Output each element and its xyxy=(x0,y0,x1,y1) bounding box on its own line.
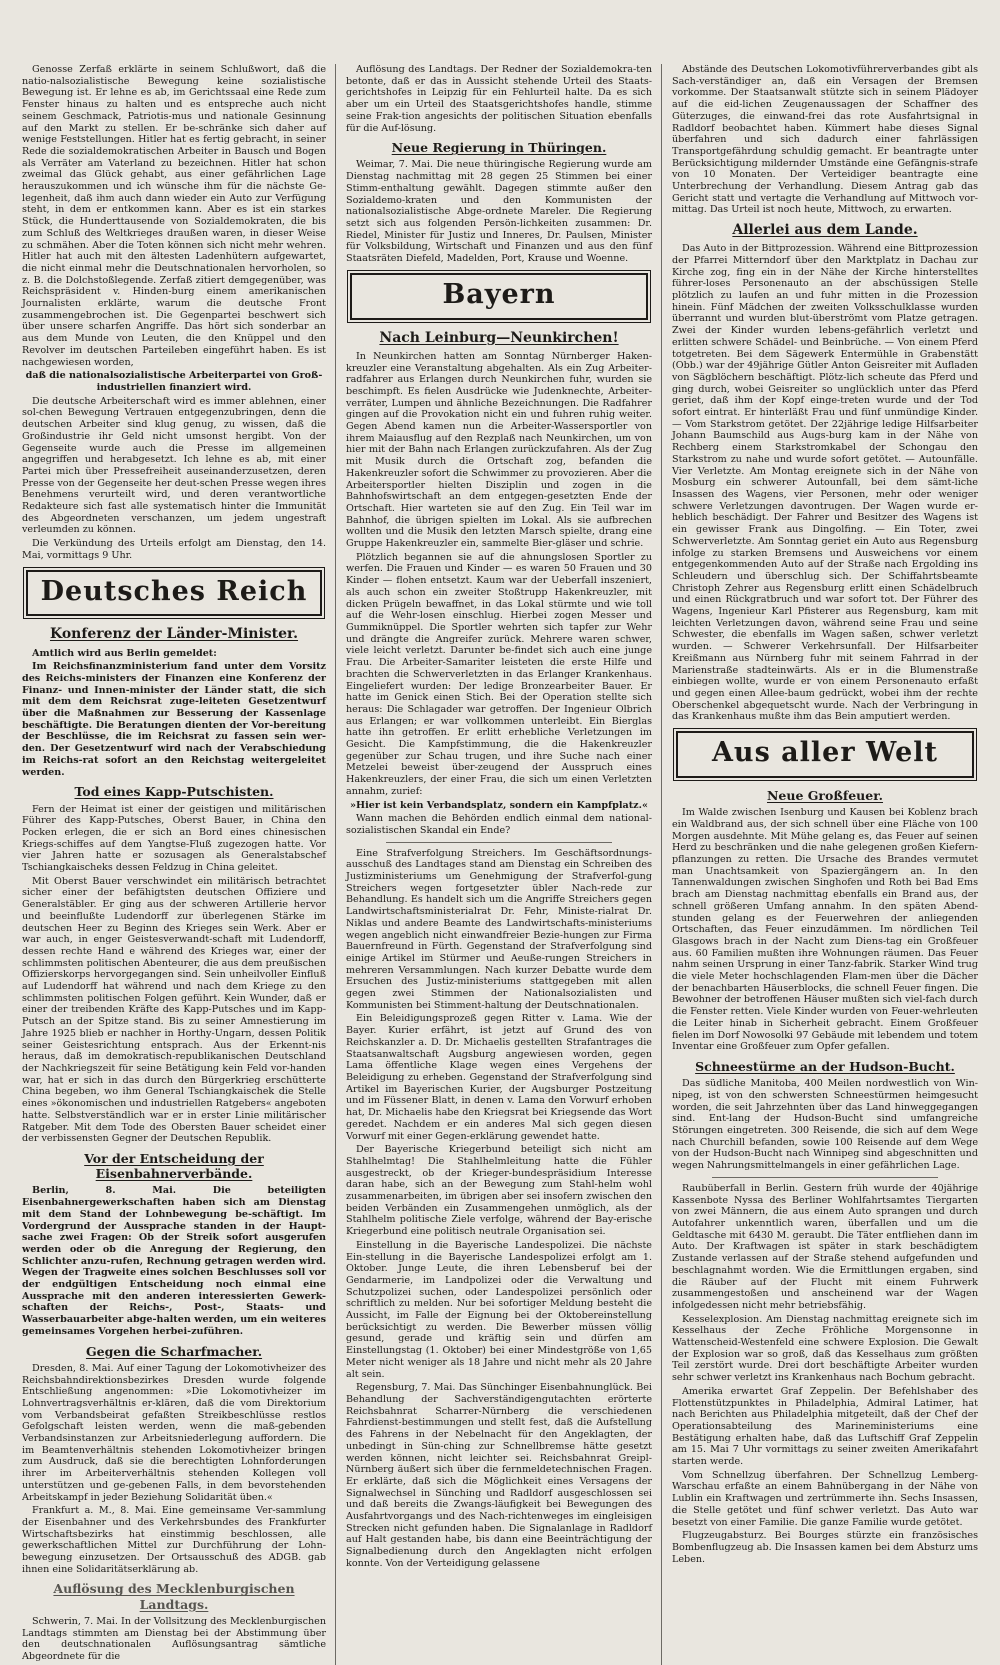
headline-konferenz: Konferenz der Länder-Minister. xyxy=(49,626,299,643)
article-streicher: Eine Strafverfolgung Streichers. Im Geschäftsordnungs-ausschuß des Landtages stand am Dienstag ein Schreiben des Justizministeriums um Genehmigung der Strafverfol-gung Streichers wegen fortgesetzter übler Nach-rede zur Behandlung. Es handelt sich um die Angriffe Streichers gegen Landwirtschaftsministerialrat Dr. Fehr, Ministe-rialrat Dr. Niklas und andere Beamte des Landwirtschafts-ministeriums wegen angeblich nicht einwandfreier Bezie-hungen zur Firma Bauernfreund in Fürth. Gegenstand der Strafverfolgung sind einige Artikel im Stürmer und Aeuße-rungen Streichers in mehreren Versammlungen. Nach kurzer Debatte wurde dem Ersuchen des Justiz-ministeriums stattgegeben mit allen gegen zwei Stimmen der Nationalsozialisten und Kommunisten bei Stimment-haltung der Deutschnationalen. xyxy=(346,847,652,1011)
article-neunkirchen-2: Plötzlich begannen sie auf die ahnungslosen Sportler zu werfen. Die Frauen und Kinder — es waren 50 Frauen und 30 Kinder — flohen entsetzt. Kaum war der Ueberfall inszeniert, als auch schon ein zweiter Stoßtrupp Hakenkreuzler, mit dicken Prügeln bewaffnet, in das Lokal stürmte und wie toll auf die Wehr-losen einschlug. Hierbei zogen Messer und Gummiknüppel. Die Sportler wehrten sich tapfer zur Wehr und drängte die Angreifer zurück. Mehrere waren schwer, viele leicht verletzt. Darunter be-findet sich auch eine junge Frau. Die Arbeiter-Samariter leisteten die erste Hilfe und brachten die Schwerverletzten in das Erlanger Krankenhaus. Eingeliefert wurden: Der ledige Bronzearbeiter Bauer. Er hatte im Genick einen Stich. Bei der Operation stellte sich heraus: Die Schlagader war getroffen. Der Ingenieur Olbrich aus Erlangen; er war vollkommen unterleibt. Ein Bierglas hatte ihn getroffen. Er erlitt erhebliche Verletzungen im Gesicht. Die Kampfstimmung, die die Hakenkreuzler gegenüber zur Schau trugen, und ihre Suche nach einer Metzelei beweist über-zeugend der Ausspruch eines Hakenkreuzlers, der einer Frau, die sich um einen Verletzten annahm, zurief: xyxy=(346,551,652,797)
article-landtag-continued: Auflösung des Landtags. Der Redner der Sozialdemokra-ten betonte, daß er das in Aussicht stehende Urteil des Staats-gerichtshofes in Leipzig für ein Fehlurteil halte. Da es sich aber um ein Urteil des Staatsgerichtshofes handle, stimme seine Frak-tion angesichts der politischen Situation ebenfalls für die Auf-lösung. xyxy=(346,64,652,134)
headline-kapp-putschist: Tod eines Kapp-Putschisten. xyxy=(74,784,274,800)
article-neunkirchen-3: Wann machen die Behörden endlich einmal dem national-sozialistischen Skandal ein Ende? xyxy=(346,813,652,836)
article-landespolizei: Einstellung in die Bayerische Landespolizei. Die nächste Ein-stellung in die Bayerische Landespolizei erfolgt am 1. Oktober. Junge Leute, die ihren Lebensberuf bei der Gendarmerie, im Landpolizei oder die Verwaltung und Schutzpolizei suchen, oder Landespolizei persönlich oder schriftlich zu melden. Nur bei sofortiger Meldung besteht die Aussicht, im Falle der Eignung bei der Oktobereinstellung berücksichtigt zu werden. Die Bewerber müssen völlig gesund, gerade und kräftig sein und dürfen am Einstellungstag (1. Oktober) bei einer Mindestgröße von 1,65 Meter nicht weniger als 18 Jahre und nicht mehr als 20 Jahre alt sein. xyxy=(346,1239,652,1380)
article-kesselexplosion: Kesselexplosion. Am Dienstag nachmittag ereignete sich im Kesselhaus der Zeche Fröhliche Morgensonne in Wattenscheid-Westenfeld eine schwere Explosion. Die Gewalt der Explosion war so groß, daß das Kesselhaus zum größten Teil zerstört wurde. Drei dort beschäftigte Arbeiter wurden sehr schwer verletzt ins Krankenhaus nach Bochum gebracht. xyxy=(672,1313,978,1384)
article-prozess-continued: Abstände des Deutschen Lokomotivführerverbandes gibt als Sach-verständiger an, daß ein Versagen der Bremsen vorkomme. Der Staatsanwalt stützte sich in seinem Plädoyer auf die eid-lichen Zeugenaussagen der Schaffner des Güterzuges, die einwand-frei das rote Ausfahrtsignal in Radldorf beobachtet haben. Kümmert habe dieses Signal überfahren und sich dadurch einer fahrlässigen Transportgefährdung schuldig gemacht. Er beantragte unter Berücksichtigung mildernder Umstände eine Gefängnis-strafe von 10 Monaten. Der Verteidiger beantragte eine Unterbrechung der Verhandlung. Diesem Antrag gab das Gericht statt und vertagte die Verhandlung auf Mittwoch vor-mittag. Das Urteil ist noch heute, Mittwoch, zu erwarten. xyxy=(672,64,978,216)
article-arbeiterschaft: Die deutsche Arbeiterschaft wird es immer ablehnen, einer sol-chen Bewegung Vertrauen entgegenzubringen, denn die deutschen Arbeiter sind klug genug, zu wissen, daß die Großindustrie ihr Geld nicht umsonst hergibt. Von der Gegenseite wurde auch die Presse im allgemeinen angegriffen und herabgesetzt. Ich lehne es ab, mit einer Partei mich über Pressefreiheit auseinanderzusetzen, deren Presse von der Gegenseite her deut-schen Presse wegen ihres Benehmens verurteilt wird, und deren verantwortliche Redakteure sich fast alle systematisch hinter die Immunität des Abgeordneten verschanzen, um jedem ungestraft verleumden zu können. xyxy=(22,395,326,536)
article-regensburg: Regensburg, 7. Mai. Das Sünchinger Eisenbahnunglück. Bei Behandlung der Sachverständigengutachten erörterte Reichsbahnrat Scharrer-Nürnberg die verschiedenen Fahrdienst-bestimmungen und stellt fest, daß die Aufstellung des Fahrens in der Nebelnacht für den Angeklagten, der unbedingt in Sün-ching zur Schnellbremse hätte gesetzt werden können, nicht leichter sei. Reichsbahnrat Greipl-Nürnberg äußert sich über die fernmeldetechnischen Fragen. Er erklärte, daß sich die Möglichkeit eines Versagens der Signalwechsel in Sünching und Radldorf ausgeschlossen sei und daß bereits die Zwangs-läufigkeit bei Bewegungen des Ausfahrtvorgangs und des Nach-richtenweges im eingleisigen Strecken nicht gefunden haben. Die Signalanlage in Radldorf auf Halt gestanden habe, bis dann eine Beeinträchtigung der Signalbedienung durch den Angeklagten nicht erfolgen konnte. Von der Verteidigung gelassene xyxy=(346,1382,652,1569)
article-kriegerbund: Der Bayerische Kriegerbund beteiligt sich nicht am Stahlhelmtag! Die Stahlhelmleitung hatte die Fühler ausgestreckt, ob der Krieger-bundespräsidium Interesse daran habe, sich an der Bewegung zum Stahl-helm wohl zusammenarbeiten, im übrigen aber sei insofern zwischen den beiden Verbänden ein Zusammengehen unmöglich, als der Stahlhelm politische Ziele verfolge, während der Bay-erische Kriegerbund eine politisch neutrale Organisation sei. xyxy=(346,1144,652,1238)
headline-grossfeuer: Neue Großfeuer. xyxy=(766,787,884,803)
headline-mecklenburg: Auflösung des Mecklenburgischen Landtags. xyxy=(53,1581,295,1612)
article-hudson: Das südliche Manitoba, 400 Meilen nordwestlich von Win-nipeg, ist von den schwersten Schneestürmen heimgesucht worden, die seit Jahrzehnten über das Land hinweggegangen sind. Ent-lang der Hudson-Bucht sind umfangreiche Störungen eingetreten. 300 Reisende, die sich auf dem Wege nach Churchill befanden, sowie 100 Reisende auf dem Wege von der Hudson-Bucht nach Winnipeg sind abgeschnitten und wegen Nahrungsmittelmangels in einer gefährlichen Lage. xyxy=(672,1078,978,1172)
article-grossfeuer: Im Walde zwischen Isenburg und Kausen bei Koblenz brach ein Waldbrand aus, der sich schnell über eine Fläche von 100 Morgen ausdehnte. Mit Mühe gelang es, das Feuer auf seinen Herd zu beschränken und die nahe gelegenen großen Kiefern-pflanzungen zu retten. Die Ursache des Brandes vermutet man Unachtsamkeit von Spaziergängern an. In den Tannenwaldungen zwischen Singhofen und Roth bei Bad Ems brach am Dienstag nachmittag ebenfalls ein Brand aus, der schnell größeren Umfang annahm. In den späten Abend-stunden gelang es der Feuerwehren der anliegenden Ortschaften, das Feuer einzudämmen. Im nördlichen Teil Glasgows brach in der Nacht zum Diens-tag ein Großfeuer aus. 60 Familien mußten ihre Wohnungen räumen. Das Feuer nahm seinen Ursprung in einer Tanz-fabrik. Starker Wind trug die viele Meter hochschlagenden Flam-men über die Dächer der benachbarten Häuserblocks, die schnell Feuer fingen. Die Bewohner der betroffenen Häuser mußten sich viel-fach durch die Fenster retten. Viele Kinder wurden von Feuer-wehrleuten die Leiter hinab in Sicherheit gebracht. Einem Großfeuer fielen im Dorf Nowosolki 97 Gebäude mit lebendem und totem Inventar eine Großfeuer zum Opfer gefallen. xyxy=(672,807,978,1053)
article-weimar: Weimar, 7. Mai. Die neue thüringische Regierung wurde am Dienstag nachmittag mit 28 gegen 25 Stimmen bei einer Stimm-enthaltung gewählt. Dagegen stimmte außer den Sozialdemo-kraten und den Kommunisten der nationalsozialistische Abge-ordnete Mareler. Die Regierung setzt sich aus folgenden Persön-lichkeiten zusammen: Dr. Riedel, Minister für Justiz und Inneres, Dr. Paulsen, Minister für Volksbildung, Wirtschaft und Finanzen und aus den fünf Staatsräten Diefeld, Madelden, Port, Krause und Woenne. xyxy=(346,159,652,265)
newspaper-page xyxy=(22,0,982,1663)
article-quote: »Hier ist kein Verbandsplatz, sondern ein Kampfplatz.« xyxy=(350,799,648,811)
article-raubueberfall: Raubüberfall in Berlin. Gestern früh wurde der 40jährige Kassenbote Nyssa des Berliner Wohlfahrtsamtes Tiergarten von zwei Männern, die aus einem Auto sprangen und durch Autofahrer unkenntlich waren, überfallen und um die Geldtasche mit 6430 M. geraubt. Die Täter entfliehen dann im Auto. Der Kraftwagen ist später in stark beschädigtem Zustande verlassen auf der Straße stehend aufgefunden und beschlagnahmt worden. Wie die Ermittlungen ergaben, sind die Räuber auf der Flucht mit einem Fuhrwerk zusammengestoßen und anscheinend war der Wagen infolgedessen nicht mehr betriebsfähig. xyxy=(672,1182,978,1311)
column-right xyxy=(672,64,978,1665)
article-neunkirchen-1: In Neunkirchen hatten am Sonntag Nürnberger Haken-kreuzler eine Veranstaltung abgehalten. Als ein Zug Arbeiter-radfahrer aus Erlangen durch Neunkirchen fuhr, wurden sie beschimpft. Es fielen Ausdrücke wie Judenknechte, Arbeiter-verräter, Lumpen und ähnliche Bezeichnungen. Die Radfahrer gingen auf die Provokation nicht ein und fuhren ruhig weiter. Gegen Abend kamen nun die Arbeiter-Wassersportler von ihrem Maiausflug auf den Rezplaß nach Neunkirchen, um von hier mit der Bahn nach Erlangen zurückzufahren. Als der Zug mit Musik durch die Ortschaft zog, befanden die Hakenkreuzler sofort die Schwimmer zu provozieren. Aber die Arbeitersportler hielten Disziplin und zogen in die Bahnhofswirtschaft an dem entgegen-gesetzten Ende der Ortschaft. Hier warteten sie auf den Zug. Ein Teil war im Bahnhof, die übrigen spielten im Lokal. Als sie aufbrechen wollten und die Musik den letzten Marsch spielte, drang eine Gruppe Hakenkreuzler ein, sammelte Bier-gläser und schrie. xyxy=(346,350,652,550)
article-konferenz-body: Im Reichsfinanzministerium fand unter dem Vorsitz des Reichs-ministers der Finanzen eine Konferenz der Finanz- und Innen-minister der Länder statt, die sich mit dem dem Reichsrat zuge-leiteten Gesetzentwurf über die Maßnahmen zur Besserung der Kassenlage beschäftigte. Die Beratungen dienten der Vor-bereitung der Beschlüsse, die im Reichsrat zu fassen sein wer-den. Der Gesetzentwurf wird nach der Verabschiedung im Reichs-rat sofort an den Reichstag weitergeleitet werden. xyxy=(22,661,326,778)
headline-leinburg: Nach Leinburg—Neunkirchen! xyxy=(379,329,619,346)
article-eisenbahner: Berlin, 8. Mai. Die beteiligten Eisenbahnergewerkschaften haben sich am Dienstag mit dem Stand der Lohnbewegung be-schäftigt. Im Vordergrund der Aussprache standen in der Haupt-sache zwei Fragen: Ob der Streik sofort ausgerufen werden oder ob die Anregung der Regierung, den Schlichter anzu-rufen, Rechnung getragen werden wird. Wegen der Tragweite eines solchen Beschlusses soll vor der endgültigen Entscheidung noch einmal eine Aussprache mit den anderen interessierten Gewerk-schaften der Reichs-, Post-, Staats- und Wasserbauarbeiter abge-halten werden, um ein weiteres gemeinsames Vorgehen herbei-zuführen. xyxy=(22,1185,326,1337)
article-lande-news: Das Auto in der Bittprozession. Während eine Bittprozession der Pfarrei Mitterndorf über den Marktplatz in Dachau zur Kirche zog, fing ein in der Nähe der Kirche hinterstelltes führer-loses Personenauto an der abschüssigen Stelle plötzlich zu laufen an und fuhr mitten in die Prozession hinein. Fünf Mädchen der zweiten Volksschulklasse wurden überrannt und wurden blut-überströmt vom Platze getragen. Zwei der Kinder wurden lebens-gefährlich verletzt und erlitten schwere Schädel- und Beinbrüche. — Von einem Pferd totgetreten. Bei dem Sägewerk Entermühle in Grabenstätt (Obb.) war der 49jährige Gütler Anton Geisreiter mit Aufladen von Sägblöchern beschäftigt. Plötz-lich scheute das Pferd und ging durch, wobei Geisreiter so unglücklich unter das Pferd geriet, daß ihm der Kopf einge-treten wurde und der Tod sofort eintrat. Er hinterläßt Frau und fünf unmündige Kinder. — Vom Starkstrom getötet. Der 22jährige ledige Hilfsarbeiter Johann Baumschild aus Augs-burg kam in der Nähe von Rechberg einem Starkstromkabel der Schongau den Starkstrom zu nahe und wurde sofort getötet. — Autounfälle. Vier Verletzte. Am Montag ereignete sich in der Nähe von Mosburg ein schwerer Autounfall, bei dem sämt-liche Insassen des Wagens, vier Personen, mehr oder weniger schwere Verletzungen davontrugen. Der Wagen wurde er-heblich beschädigt. Der Fahrer und Besitzer des Wagens ist ein gewisser Frank aus Dingolfing. — Ein Toter, zwei Schwerverletzte. Am Sonntag geriet ein Auto aus Regensburg infolge zu starken Bremsens und Ausweichens vor einem entgegenkommenden Auto auf der Straße nach Ergolding ins Schleudern und überschlug sich. Der Schiffahrtsbeamte Christoph Zehrer aus Regensburg erlitt einen Schädelbruch und einen Rückgratbruch und war sofort tot. Der Führer des Wagens, Ingenieur Karl Pfisterer aus Regensburg, kam mit leichten Verletzungen davon, während seine Frau und seine Schwester, die ebenfalls im Wagen saßen, schwer verletzt wurden. — Schwerer Verkehrsunfall. Der Hilfsarbeiter Kreißmann aus Nürnberg fuhr mit seinem Fahrrad in der Marienstraße stadteinwärts. Als er in die Blumenstraße einbiegen wollte, wurde er von einem Personenauto erfaßt und gegen einen Allee-baum gedrückt, wobei ihm der rechte Oberschenkel abgequetscht wurde. Nach der Verbringung in das Krankenhaus mußte ihm das Bein amputiert werden. xyxy=(672,243,978,723)
article-finance-claim: daß die nationalsozialistische Arbeiterpartei von Groß-industriellen finanziert wird. xyxy=(25,370,323,393)
section-heading-deutsches-reich: Deutsches Reich xyxy=(26,570,322,617)
column-left xyxy=(22,64,326,1665)
headline-allerlei: Allerlei aus dem Lande. xyxy=(732,222,918,239)
headline-thueringen: Neue Regierung in Thüringen. xyxy=(391,140,607,156)
headline-hudson: Schneestürme an der Hudson-Bucht. xyxy=(695,1059,955,1074)
section-heading-bayern: Bayern xyxy=(350,273,648,320)
article-schnellzug: Vom Schnellzug überfahren. Der Schnellzug Lemberg-Warschau erfaßte an einem Bahnübergang in der Nähe von Lublin ein Kraftwagen und zertrümmerte ihn. Sechs Insassen, die Stelle getötet und fünf schwer verletzt. Das Auto war besetzt von einer Familie. Die ganze Familie wurde getötet. xyxy=(672,1469,978,1528)
headline-eisenbahnerverbaende: Vor der Entscheidung der Eisenbahnerverbände. xyxy=(84,1150,264,1182)
divider xyxy=(712,1177,938,1178)
article-zeppelin: Amerika erwartet Graf Zeppelin. Der Befehlshaber des Flottenstützpunktes in Philadelphia, Admiral Latimer, hat nach Berichten aus Philadelphia mitgeteilt, daß der Chef der Operationsabteilung des Marineministeriums eine Bestätigung erhalten habe, daß das Luftschiff Graf Zeppelin am 15. Mai 7 Uhr vormittags zu seiner zweiten Amerikafahrt starten werde. xyxy=(672,1385,978,1468)
column-middle xyxy=(346,64,652,1665)
divider xyxy=(386,842,612,843)
article-flugzeugabsturz: Flugzeugabsturz. Bei Bourges stürzte ein französisches Bombenflugzeug ab. Die Insassen kamen bei dem Absturz ums Leben. xyxy=(672,1530,978,1565)
article-kapp-2: Mit Oberst Bauer verschwindet ein militärisch betrachtet sicher einer der befähigtsten deutschen Offiziere und Generalstäbler. Er ging aus der schweren Artillerie hervor und beeinflußte Ludendorff zur überlegenen Stärke im deutschen Heer zu Beginn des Krieges sein Werk. Aber er war auch, in enger Geistesverwandt-schaft mit Ludendorff, dessen rechte Hand e während des Krieges war, einer der schlimmsten politischen Abenteurer, die aus dem preußischen Offizierskorps hervorgegangen sind. Sein unheilvoller Einfluß auf Ludendorff hat während und nach dem Kriege zu den schlimmsten politischen Folgen geführt. Kein Wunder, daß er einer der treibenden Kräfte des Kapp-Putsches und im Kapp-Putsch an der Spitze stand. Bis zu seiner Amnestierung im Jahre 1925 blieb er nachher in Horthy-Ungarn, dessen Politik seiner Geistesrichtung entsprach. Aus der Erkennt-nis heraus, daß im demokratisch-republikanischen Deutschland der Nachkriegszeit für seine Betätigung kein Feld vor-handen war, hat er sich in das durch den Bürgerkrieg erschütterte China begeben, wo ihm General Tschiangkaischek die Stelle eines »ökonomischen und industriellen Ratgebers« angeboten hatte. Selbstverständlich war er in erster Linie militärischer Ratgeber. Mit dem Tode des Obersten Bauer scheidet einer der verbissensten Gegner der Deutschen Republik. xyxy=(22,875,327,1145)
article-schwerin: Schwerin, 7. Mai. In der Vollsitzung des Mecklenburgischen Landtags stimmten am Dienstag bei der Abstimmung über den deutschnationalen Auflösungsantrag sämtliche Abgeordnete für die xyxy=(22,1615,326,1663)
headline-scharfmacher: Gegen die Scharfmacher. xyxy=(85,1343,263,1359)
article-dresden: Dresden, 8. Mai. Auf einer Tagung der Lokomotivheizer des Reichsbahndirektionsbezirkes Dresden wurde folgende Entschließung angenommen: »Die Lokomotivheizer im Lohnvertragsverhältnis er-klären, daß die vom Direktorium vom Verbandsbeirat gefaßten Streikbeschlüsse restlos Gefolgschaft leisten werden, wenn die maß-gebenden Verbandsinstanzen zur Arbeitsniederlegung auffordern. Die im Beamtenverhältnis stehenden Lokomotivheizer bringen zum Ausdruck, daß sie die berechtigten Lohnforderungen ihrer im Arbeiterverhältnis stehenden Kollegen voll unterstützen und ge-gebenen Falls, in dem bevorstehenden Arbeitskampf in jeder Beziehung Solidarität üben.« xyxy=(22,1362,326,1503)
article-lama: Ein Beleidigungsprozeß gegen Ritter v. Lama. Wie der Bayer. Kurier erfährt, ist jetzt auf Grund des von Reichskanzler a. D. Dr. Michaelis gestellten Strafantrages die Staatsanwaltschaft Augsburg angewiesen worden, gegen Lama öffentliche Klage wegen eines Vergehens der Beleidigung zu erheben. Gegenstand der Strafverfolgung sind Artikel im Bayerischen Kurier, der Augsburger Postzeitung und im Füssener Blatt, in denen v. Lama den Vorwurf erhoben hat, Dr. Michaelis habe den Kriegsrat bei Kriegsende das Wort geredet. Nachdem er ein anderes Mal sich gegen diesen Vorwurf mit einer Gegen-erklärung gewendet hatte. xyxy=(346,1013,652,1142)
article-kapp-1: Fern der Heimat ist einer der geistigen und militärischen Führer des Kapp-Putsches, Oberst Bauer, in China den Pocken erlegen, die er sich an Bord eines chinesischen Kriegs-schiffes auf dem Yangtse-Fluß zugezogen hatte. Vor vier Jahren hatte er sozusagen als Generalstabschef Tschiangkaischeks dessen Feldzug in China geleitet. xyxy=(22,803,326,874)
section-heading-aus-aller-welt: Aus aller Welt xyxy=(676,731,974,778)
article-konferenz-lead: Amtlich wird aus Berlin gemeldet: xyxy=(32,647,217,659)
article-zerfass-closing: Genosse Zerfaß erklärte in seinem Schlußwort, daß die natio-nalsozialistische Bewegung keine sozialistische Bewegung ist. Er lehne es ab, im Gerichtssaal eine Rede zum Fenster hinaus zu halten und es entspreche auch nicht seinem Geschmack, Patriotis-mus und nationale Gesinnung auf den Markt zu stellen. Er be-schränke sich daher auf wenige Feststellungen. Hitler hat es fertig gebracht, in seiner Rede die sozialdemokratischen Arbeiter in Bausch und Bogen als Verräter am Vaterland zu bezeichnen. Hitler hat schon zweimal das Glück gehabt, aus einer gefährlichen Lage herauszukommen und ich wünsche ihm für die nächste Ge-legenheit, daß ihm auch dann wieder ein Auto zur Verfügung steht, in dem er entkommen kann. Aber es ist ein starkes Stück, die Hunderttausende von Sozialdemokraten, die bis zum Schluß des Weltkrieges draußen waren, in dieser Weise zu schmähen. Aber die Toten können sich nicht mehr wehren. Hitler hat auch mit den ältesten Ladenhütern aufgewartet, die nicht einmal mehr die Deutschnationalen hervorholen, so z. B. die Dolchstoßlegende. Zerfaß zitiert demgegenüber, was Reichspräsident v. Hinden-burg einem amerikanischen Journalisten erklärte, warum die deutsche Front zusammengebrochen ist. Die Gegenpartei beschwert sich über unsere scharfen Angriffe. Das hört sich sonderbar an aus dem Munde von Leuten, die den Knüppel und den Revolver im deutschen Parteileben eingeführt haben. Es ist nachgewiesen worden, xyxy=(22,64,326,368)
article-urteil-date: Die Verkündung des Urteils erfolgt am Dienstag, den 14. Mai, vormittags 9 Uhr. xyxy=(22,538,326,561)
article-frankfurt: Frankfurt a. M., 8. Mai. Eine gemeinsame Ver-sammlung der Eisenbahner und des Verkehrsbundes des Frankfurter Wirtschaftsbezirks hat einstimmig beschlossen, alle gewerkschaftlichen Mittel zur Durchführung der Lohn-bewegung einzusetzen. Der Ortsausschuß des ADGB. gab ihnen eine Solidaritätserklärung ab. xyxy=(22,1505,326,1575)
